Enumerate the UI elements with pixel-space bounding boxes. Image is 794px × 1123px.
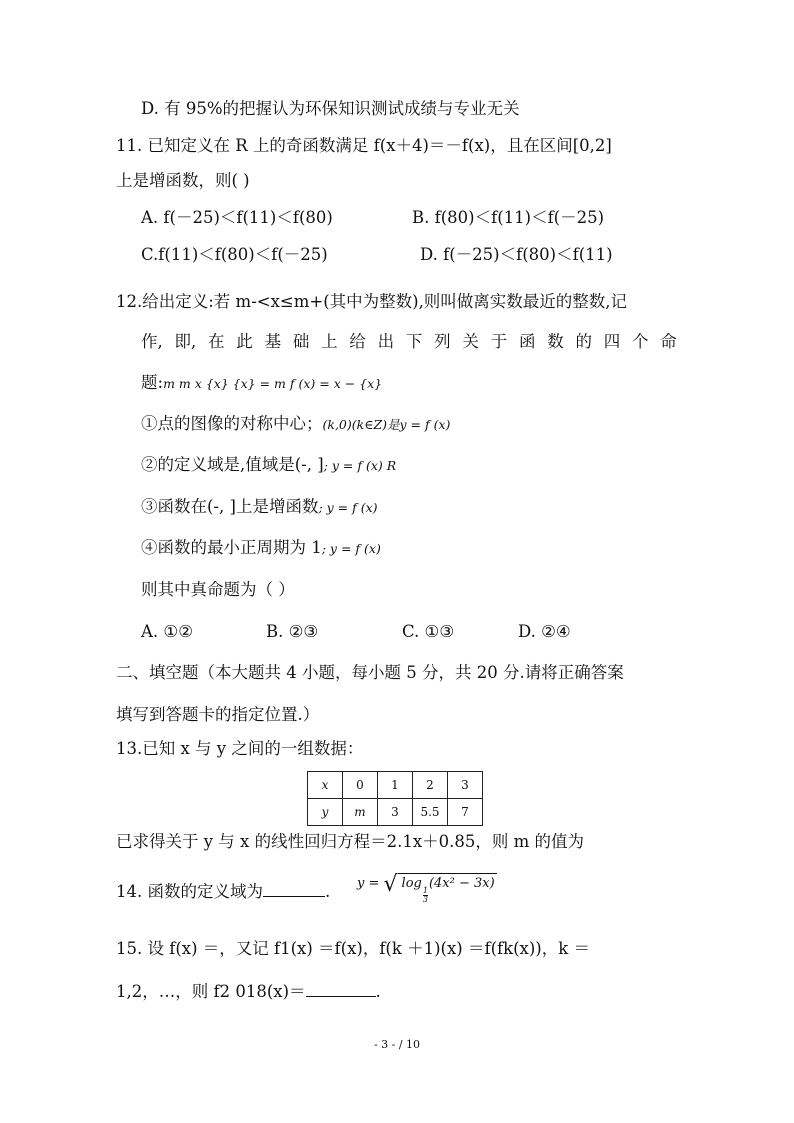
q15-line2-text: 1,2，…，则 f2 018(x)＝ — [116, 982, 306, 1001]
table-cell: 7 — [448, 799, 483, 826]
q12-item4-text: ④函数的最小正周期为 1 — [141, 538, 322, 557]
q14-text — [116, 878, 330, 904]
q12-item-4 — [141, 536, 381, 561]
q12-word: 命 — [660, 332, 677, 351]
q12-item1-text: ①点的图像的对称中心； — [141, 414, 323, 433]
table-cell: 3 — [378, 799, 413, 826]
section-2-heading: 二、填空题（本大题共 4 小题，每小题 5 分，共 20 分.请将正确答案 — [116, 663, 624, 682]
q13-intro: 13.已知 x 与 y 之间的一组数据： — [116, 739, 364, 758]
q13-after: 已求得关于 y 与 x 的线性回归方程＝2.1x＋0.85，则 m 的值为 — [116, 832, 585, 851]
q11-option-b: B. f(80)＜f(11)＜f(－25) — [412, 208, 605, 227]
q10-option-d: D. 有 95%的把握认为环保知识测试成绩与专业无关 — [141, 99, 520, 118]
q12-item3-text: ③函数在(-, ]上是增函数 — [141, 497, 319, 516]
q12-line-3 — [141, 371, 382, 396]
q12-word: 给 — [349, 332, 366, 351]
q12-word: 列 — [434, 332, 451, 351]
table-cell: m — [343, 799, 378, 826]
q12-item-2 — [141, 453, 396, 478]
q14-base-denominator: 3 — [422, 895, 428, 904]
q12-option-c: C. ①③ — [402, 622, 455, 641]
q14-formula-lhs: y = — [357, 876, 380, 891]
q12-word: 的 — [575, 332, 592, 351]
q15-line-2 — [116, 978, 381, 1004]
q14-suffix: . — [325, 882, 331, 901]
page-footer: - 3 - / 10 — [373, 1038, 421, 1051]
table-cell: 3 — [448, 772, 483, 799]
q14-log-base — [423, 887, 428, 904]
q12-item3-math: ; y = f (x) — [318, 500, 378, 515]
q12-word: 基 — [264, 332, 282, 351]
q12-word: 础 — [292, 332, 310, 351]
q15-answer-blank — [306, 978, 376, 997]
q12-item-1 — [141, 412, 450, 437]
q14-log: log — [401, 876, 422, 891]
table-cell: 2 — [413, 772, 448, 799]
q13-data-table — [307, 771, 483, 826]
section-2-heading-cont: 填写到答题卡的指定位置.） — [116, 705, 320, 724]
q12-word: 个 — [632, 332, 649, 351]
q12-item2-math: ; y = f (x) R — [323, 458, 397, 473]
q11-option-c: C.f(11)＜f(80)＜f(－25) — [141, 245, 328, 264]
q12-line-1: 12.给出定义:若 m-<x≤m+(其中为整数),则叫做离实数最近的整数,记 — [116, 292, 628, 311]
table-cell: y — [308, 799, 343, 826]
q12-line3-math: m m x {x} {x} = m f (x) = x − {x} — [163, 376, 383, 391]
q14-base-numerator: 1 — [422, 886, 428, 895]
q12-word: 作, — [141, 332, 163, 351]
q15-line-1: 15. 设 f(x) ＝，又记 f1(x) ＝f(x)，f(k ＋1)(x) ＝f(fk(x))，k ＝ — [116, 939, 590, 958]
q14-formula — [357, 872, 497, 904]
q12-line3-text: 题: — [141, 373, 164, 392]
table-cell: x — [308, 772, 343, 799]
q14-answer-blank — [263, 878, 325, 897]
q12-word: 关 — [462, 332, 479, 351]
q12-option-a: A. ①② — [141, 622, 193, 641]
q12-item2-text: ②的定义域是,值域是(-, ] — [141, 455, 324, 474]
q15-suffix: . — [375, 982, 381, 1001]
q12-word: 四 — [603, 332, 621, 351]
q12-item-3 — [141, 495, 378, 520]
q11-line-2: 上是增函数，则( ) — [116, 171, 250, 190]
q11-option-a: A. f(－25)＜f(11)＜f(80) — [141, 208, 333, 227]
q12-option-b: B. ②③ — [266, 622, 319, 641]
q12-item1-math: (k,0)(k∈Z)是y = f (x) — [322, 417, 451, 432]
q12-word: 在 — [208, 332, 225, 351]
q12-word: 出 — [377, 332, 395, 351]
table-row — [308, 772, 483, 799]
q11-option-d: D. f(－25)＜f(80)＜f(11) — [420, 245, 613, 264]
table-cell: 5.5 — [413, 799, 448, 826]
q12-word: 即, — [174, 332, 197, 351]
sqrt-icon: √ — [383, 872, 398, 897]
q14-question-text: 14. 函数的定义域为 — [116, 882, 263, 901]
q12-word: 此 — [236, 332, 253, 351]
q12-word: 于 — [490, 332, 508, 351]
table-cell: 0 — [343, 772, 378, 799]
table-row — [308, 799, 483, 826]
q12-word: 下 — [405, 332, 423, 351]
q14-radicand — [398, 873, 497, 904]
q12-prompt: 则其中真命题为（ ） — [141, 580, 295, 599]
table-cell: 1 — [378, 772, 413, 799]
q12-word: 数 — [547, 332, 564, 351]
q12-line-2 — [141, 330, 677, 354]
q11-line-1: 11. 已知定义在 R 上的奇函数满足 f(x＋4)＝－f(x)，且在区间[0,2] — [116, 136, 612, 155]
q14-log-argument: (4x² − 3x) — [428, 876, 495, 891]
q12-word: 上 — [321, 332, 338, 351]
q12-option-d: D. ②④ — [518, 622, 571, 641]
q12-item4-math: ; y = f (x) — [321, 541, 381, 556]
q12-word: 函 — [518, 332, 536, 351]
